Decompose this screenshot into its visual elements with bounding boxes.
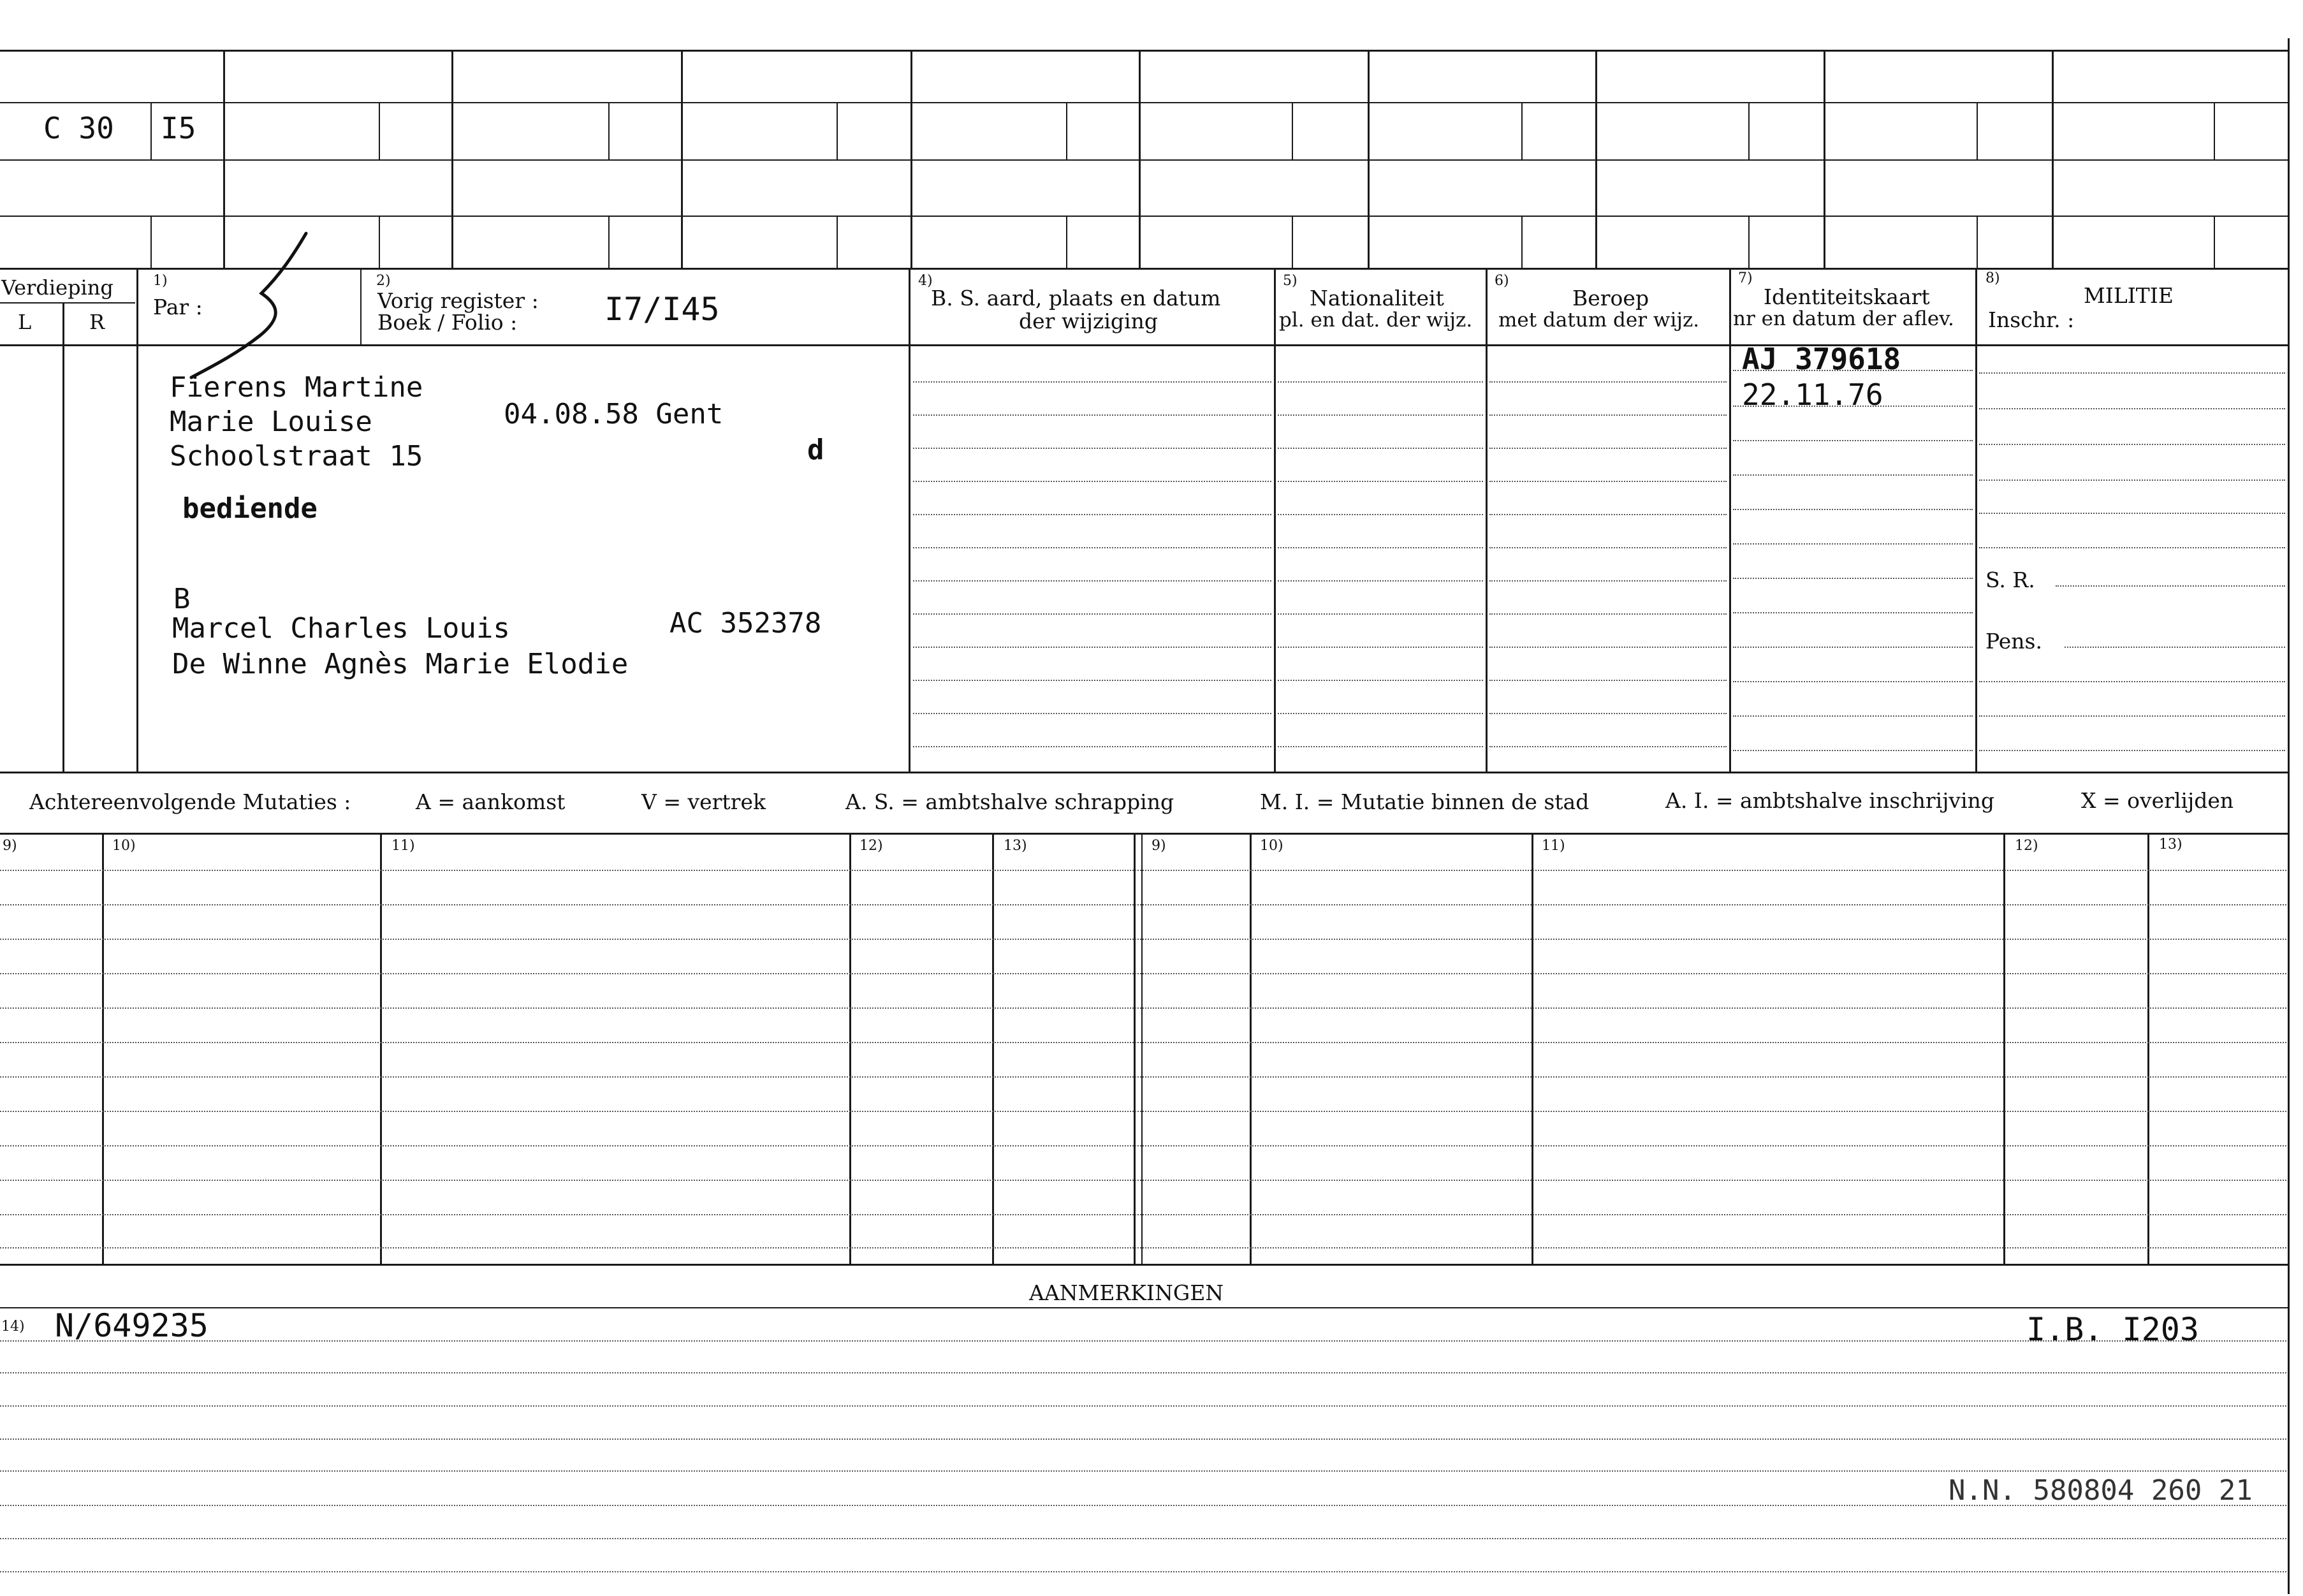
table-row (0, 1007, 2286, 1009)
remarks-line (0, 1571, 2286, 1572)
grid-line (608, 102, 610, 159)
table-bottom-line (0, 1264, 2289, 1266)
table-row (0, 973, 2286, 974)
grid-line (451, 50, 453, 268)
grid-line (1748, 102, 1750, 159)
par-label: Par : (153, 295, 203, 319)
grid-line (1729, 268, 1731, 772)
entry-line (1489, 547, 1727, 548)
parent-father: Marcel Charles Louis (172, 612, 510, 645)
bs-heading-line1: B. S. aard, plaats en datum (931, 286, 1221, 311)
remarks-line (0, 1439, 2286, 1440)
grid-line (2214, 102, 2215, 159)
entry-line (1489, 481, 1727, 482)
table-row (0, 1247, 2286, 1248)
column-number: 13) (1004, 838, 1027, 854)
entry-line (1489, 448, 1727, 449)
entry-line (1733, 509, 1973, 510)
column-number: 12) (859, 838, 883, 854)
entry-line (1278, 448, 1483, 449)
column-number: 12) (2015, 838, 2038, 854)
grid-line (1066, 102, 1067, 159)
sr-line (2056, 585, 2285, 587)
pens-label: Pens. (1985, 629, 2042, 654)
table-row (0, 1076, 2286, 1078)
entry-line (1278, 414, 1483, 416)
legend-mutatie-binnen: M. I. = Mutatie binnen de stad (1260, 789, 1590, 814)
pens-line (2065, 647, 2285, 648)
parent-mother: De Winne Agnès Marie Elodie (172, 648, 629, 680)
entry-line (1979, 750, 2285, 751)
grid-line (1977, 102, 1978, 159)
grid-line (379, 102, 380, 159)
grid-line (837, 102, 838, 159)
entry-line (1979, 444, 2285, 445)
inschr-label: Inschr. : (1988, 307, 2075, 332)
grid-line (136, 268, 138, 772)
entry-line (913, 713, 1271, 714)
parent-marker: B (173, 583, 191, 615)
grid-line (1977, 216, 1978, 268)
remarks-top-line (0, 1307, 2289, 1308)
entry-line (1979, 715, 2285, 717)
grid-line (1595, 50, 1597, 268)
grid-line (1139, 50, 1141, 268)
entry-line (913, 481, 1271, 482)
entry-line (1489, 713, 1727, 714)
entry-line (1733, 750, 1973, 751)
entry-line (1979, 372, 2285, 374)
entry-line (1733, 647, 1973, 648)
entry-line (1489, 580, 1727, 582)
entry-line (913, 381, 1271, 383)
grid-line (0, 50, 2289, 52)
entry-line (1489, 381, 1727, 383)
mutaties-title: Achtereenvolgende Mutaties : (29, 789, 351, 814)
remarks-line (0, 1405, 2286, 1407)
grid-line (1521, 216, 1523, 268)
legend-overlijden: X = overlijden (2081, 788, 2234, 813)
grid-line (0, 302, 135, 304)
entry-line (913, 448, 1271, 449)
remarks-line (0, 1340, 2286, 1342)
nationaliteit-subheading: pl. en dat. der wijz. (1279, 309, 1473, 332)
grid-line (62, 302, 64, 772)
grid-line (1975, 268, 1977, 772)
legend-ambtshalve-inschrijving: A. I. = ambtshalve inschrijving (1665, 788, 1995, 813)
column-number: 14) (1, 1319, 25, 1335)
entry-line (1979, 681, 2285, 682)
entry-line (1489, 613, 1727, 615)
remarks-line (0, 1505, 2286, 1506)
remarks-title: AANMERKINGEN (1029, 1280, 1224, 1305)
grid-line (2147, 834, 2149, 1264)
entry-line (1733, 474, 1973, 476)
verdieping-label: Verdieping (1, 275, 113, 300)
entry-line (1979, 513, 2285, 514)
table-row (0, 870, 2286, 871)
entry-line (1733, 715, 1973, 717)
entry-line (913, 547, 1271, 548)
grid-line (380, 834, 382, 1264)
grid-line (1292, 102, 1293, 159)
entry-line (1979, 547, 2285, 548)
entry-line (1278, 580, 1483, 582)
entry-line (913, 580, 1271, 582)
entry-line (1489, 746, 1727, 747)
entry-line (913, 746, 1271, 747)
person-birth: 04.08.58 Gent (504, 398, 724, 430)
column-number: 9) (3, 838, 17, 854)
bs-heading-line2: der wijziging (1019, 309, 1158, 333)
entry-line (1489, 647, 1727, 648)
boek-folio-label: Boek / Folio : (377, 310, 518, 335)
grid-line (2003, 834, 2005, 1264)
table-row (0, 939, 2286, 940)
grid-line (1368, 50, 1370, 268)
entry-line (913, 514, 1271, 515)
legend-aankomst: A = aankomst (416, 789, 566, 814)
column-number: 2) (376, 273, 391, 289)
grid-line (1824, 50, 1825, 268)
column-number: 1) (153, 273, 168, 289)
entry-line (1278, 746, 1483, 747)
grid-line (681, 50, 683, 268)
grid-line (0, 102, 2289, 103)
beroep-heading: Beroep (1572, 286, 1649, 311)
entry-line (1278, 613, 1483, 615)
grid-line (150, 216, 152, 268)
identiteitskaart-subheading: nr en datum der aflev. (1733, 307, 1954, 330)
entry-line (1733, 440, 1973, 441)
grid-line (1521, 102, 1523, 159)
grid-line (909, 268, 910, 772)
body-bottom-line (0, 772, 2289, 773)
column-number: 9) (1152, 838, 1166, 854)
person-name: Fierens Martine (170, 371, 423, 404)
remarks-code: N/649235 (55, 1307, 208, 1344)
grid-line (1141, 834, 1143, 1264)
grid-line (2052, 50, 2054, 268)
grid-line (379, 216, 380, 268)
code-cell: C 30 (43, 111, 114, 145)
entry-line (1278, 647, 1483, 648)
grid-line (0, 268, 2289, 270)
grid-line (1274, 268, 1276, 772)
entry-line (913, 414, 1271, 416)
id-card-date: 22.11.76 (1742, 377, 1883, 412)
grid-line (0, 159, 2289, 161)
grid-line (1250, 834, 1252, 1264)
militie-heading: MILITIE (2084, 283, 2174, 308)
entry-line (1733, 612, 1973, 613)
id-card-number: AJ 379618 (1742, 342, 1901, 376)
column-number: 5) (1283, 273, 1298, 289)
grid-line (608, 216, 610, 268)
entry-line (1278, 514, 1483, 515)
grid-line (849, 834, 851, 1264)
entry-line (1489, 414, 1727, 416)
legend-ambtshalve-schrapping: A. S. = ambtshalve schrapping (845, 789, 1174, 814)
remarks-ib: I.B. I203 (2026, 1311, 2199, 1348)
person-occupation: bediende (182, 492, 318, 525)
sr-label: S. R. (1985, 567, 2035, 592)
remarks-line (0, 1372, 2286, 1373)
grid-line (1134, 834, 1136, 1264)
grid-line (1066, 216, 1067, 268)
entry-line (1489, 680, 1727, 681)
column-number: 11) (391, 838, 415, 854)
table-row (0, 1111, 2286, 1112)
column-number: 4) (918, 273, 933, 289)
table-row (0, 1042, 2286, 1043)
column-number: 13) (2159, 837, 2182, 853)
grid-line (2214, 216, 2215, 268)
entry-line (1278, 547, 1483, 548)
entry-line (1979, 480, 2285, 481)
grid-line (150, 102, 152, 159)
entry-line (1979, 408, 2285, 409)
table-row (0, 1145, 2286, 1146)
entry-line (1278, 381, 1483, 383)
grid-line (1748, 216, 1750, 268)
entry-line (1733, 543, 1973, 545)
grid-line (837, 216, 838, 268)
right-edge-line (2288, 38, 2290, 1594)
remarks-nn: N.N. 580804 260 21 (1948, 1474, 2253, 1507)
table-row (0, 1214, 2286, 1215)
entry-line (1278, 680, 1483, 681)
rechts-label: R (89, 310, 105, 334)
number-cell: I5 (161, 111, 196, 145)
entry-line (913, 680, 1271, 681)
column-number: 10) (1260, 838, 1283, 854)
grid-line (0, 216, 2289, 217)
entry-line (913, 647, 1271, 648)
header-bottom-line (0, 344, 2289, 346)
grid-line (992, 834, 994, 1264)
remarks-line (0, 1470, 2286, 1472)
column-number: 6) (1495, 273, 1509, 289)
column-number: 10) (112, 838, 136, 854)
identiteitskaart-heading: Identiteitskaart (1764, 284, 1930, 309)
table-top-line (0, 833, 2289, 835)
table-row (0, 904, 2286, 905)
links-label: L (18, 310, 32, 334)
entry-line (1733, 681, 1973, 682)
boek-folio-value: I7/I45 (604, 291, 720, 328)
vorig-register-label: Vorig register : (377, 288, 539, 313)
person-mark: d (807, 434, 824, 466)
nationaliteit-heading: Nationaliteit (1310, 286, 1444, 311)
column-number: 8) (1985, 270, 2000, 286)
table-row (0, 1180, 2286, 1181)
grid-line (1532, 834, 1533, 1264)
beroep-subheading: met datum der wijz. (1498, 309, 1700, 332)
grid-line (910, 50, 912, 268)
grid-line (102, 834, 104, 1264)
grid-line (360, 268, 362, 344)
handwritten-link-mark (185, 230, 325, 383)
grid-line (1486, 268, 1488, 772)
entry-line (913, 613, 1271, 615)
grid-line (1292, 216, 1293, 268)
entry-line (1278, 481, 1483, 482)
person-address: Schoolstraat 15 (170, 440, 423, 472)
entry-line (1733, 578, 1973, 579)
entry-line (1278, 713, 1483, 714)
entry-line (1489, 514, 1727, 515)
parent-id: AC 352378 (669, 607, 822, 640)
remarks-line (0, 1538, 2286, 1539)
column-number: 11) (1542, 838, 1565, 854)
legend-vertrek: V = vertrek (641, 789, 766, 814)
column-number: 7) (1738, 270, 1753, 286)
person-given-names: Marie Louise (170, 406, 372, 438)
